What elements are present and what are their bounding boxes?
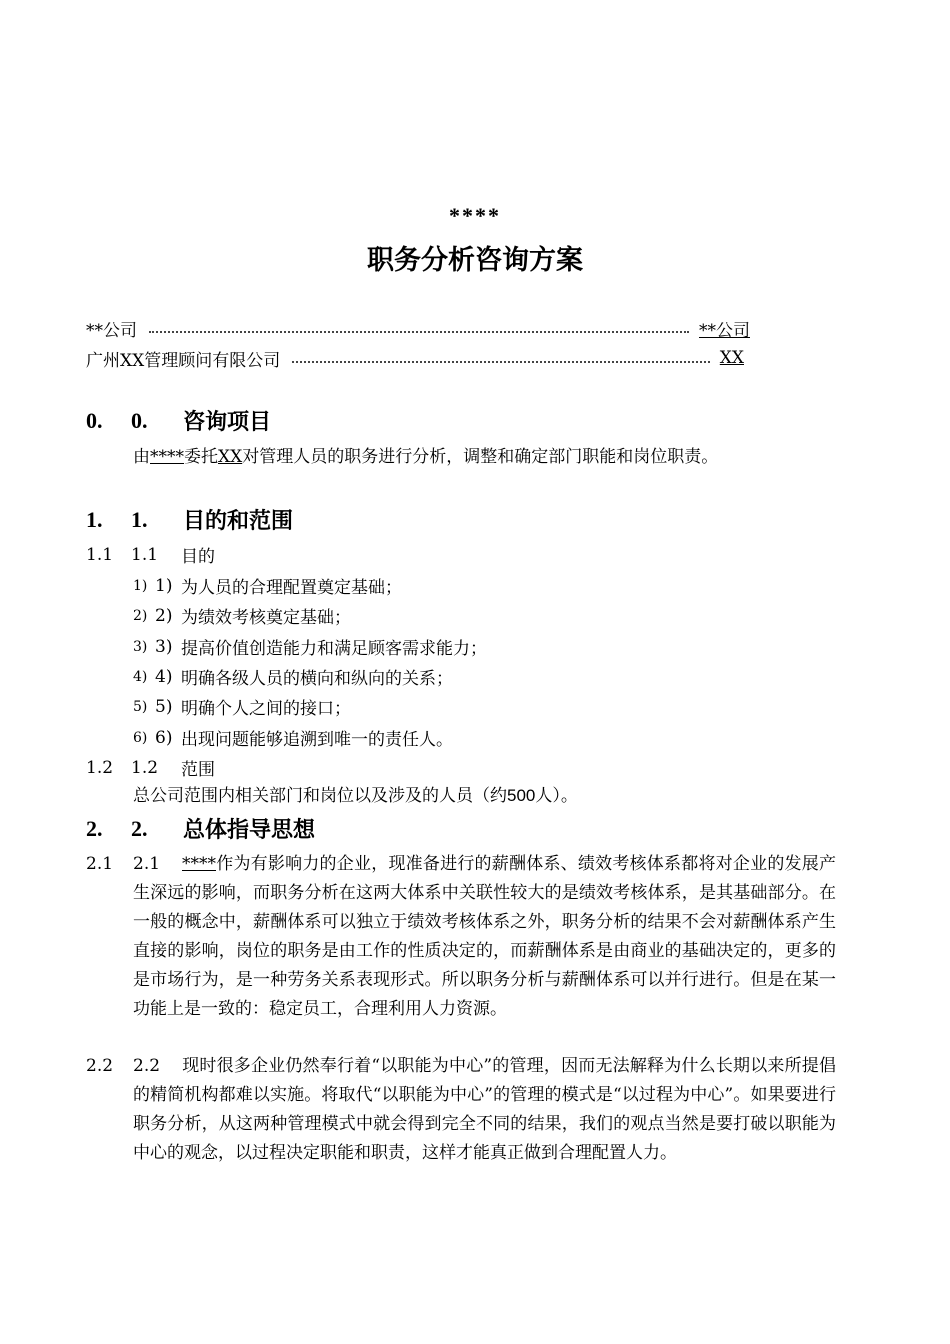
subheading-title: 目的 <box>181 547 215 567</box>
paragraph-text: 2.1 ****作为有影响力的企业，现准备进行的薪酬体系、绩效考核体系都将对企业的发展产生深远的影响，而职务分析在这两大体系中关联性较大的是绩效考核体系，是其基础部分。在一般的概念中，薪酬体系可以独立于绩效考核体系之外，职务分析的结果不会对薪酬体系产生直接的影响，岗位的职务是由工作的性质决定的，而薪酬体系是由商业的基础决定的，更多的是市场行为，是一种劳务关系表现形式。所以职务分析与薪酬体系可以并行进行。但是在某一功能上是一致的：稳定员工，合理利用人力资源。 <box>133 854 836 1019</box>
heading-number: 1. <box>131 506 148 532</box>
party-line-consultant <box>86 346 744 370</box>
paragraph-2-2 <box>86 1052 836 1197</box>
subheading-number: 1.2 <box>131 757 159 778</box>
paragraph-2-1 <box>86 850 836 1050</box>
heading-number: 1. <box>86 506 103 532</box>
list-item: 1) 1) 为人员的合理配置奠定基础； <box>133 575 402 598</box>
section-heading-2 <box>86 813 315 844</box>
list-item: 2) 2) 为绩效考核奠定基础； <box>133 605 351 628</box>
header-stars: **** <box>449 203 501 228</box>
party-value: XX <box>719 348 744 368</box>
subheading-1-1 <box>86 542 215 567</box>
heading-title: 目的和范围 <box>183 509 294 534</box>
heading-number: 0. <box>131 407 148 433</box>
dot-leader <box>292 361 710 363</box>
heading-title: 总体指导思想 <box>183 818 316 843</box>
party-label: 广州XX管理顾问有限公司 <box>86 350 281 371</box>
subheading-number: 1.1 <box>86 544 114 565</box>
list-item: 6) 6) 出现问题能够追溯到唯一的责任人。 <box>133 727 453 750</box>
section-0-text: 由****委托XX对管理人员的职务进行分析，调整和确定部门职能和岗位职责。 <box>133 447 719 467</box>
subheading-1-2 <box>86 755 215 780</box>
heading-number: 2. <box>86 815 103 841</box>
paragraph-text: 2.2 现时很多企业仍然奉行着“以职能为中心”的管理，因而无法解释为什么长期以来所提倡的精简机构都难以实施。将取代“以职能为中心”的管理的模式是“以过程为中心”。如果要进行职务分析，从这两种管理模式中就会得到完全不同的结果，我们的观点当然是要打破以职能为中心的观念，以过程决定职能和职责，这样才能真正做到合理配置人力。 <box>133 1056 836 1163</box>
dot-leader <box>149 331 689 333</box>
list-item: 4) 4) 明确各级人员的横向和纵向的关系； <box>133 666 453 689</box>
section-heading-1 <box>86 504 293 535</box>
heading-number: 2. <box>131 815 148 841</box>
subheading-title: 范围 <box>181 760 215 780</box>
list-item: 5) 5) 明确个人之间的接口； <box>133 696 351 719</box>
heading-title: 咨询项目 <box>183 410 272 435</box>
scope-text: 总公司范围内相关部门和岗位以及涉及的人员（约500人）。 <box>133 786 578 806</box>
list-item: 3) 3) 提高价值创造能力和满足顾客需求能力； <box>133 636 487 659</box>
section-heading-0 <box>86 405 271 436</box>
party-line-client <box>86 316 750 340</box>
subheading-number: 1.1 <box>131 544 159 565</box>
document-title: 职务分析咨询方案 <box>367 245 583 276</box>
party-label: **公司 <box>86 320 137 341</box>
party-value: **公司 <box>699 320 750 341</box>
heading-number: 0. <box>86 407 103 433</box>
subheading-number: 1.2 <box>86 757 114 778</box>
paragraph-number: 2.1 <box>86 854 114 874</box>
paragraph-number: 2.2 <box>86 1056 114 1076</box>
